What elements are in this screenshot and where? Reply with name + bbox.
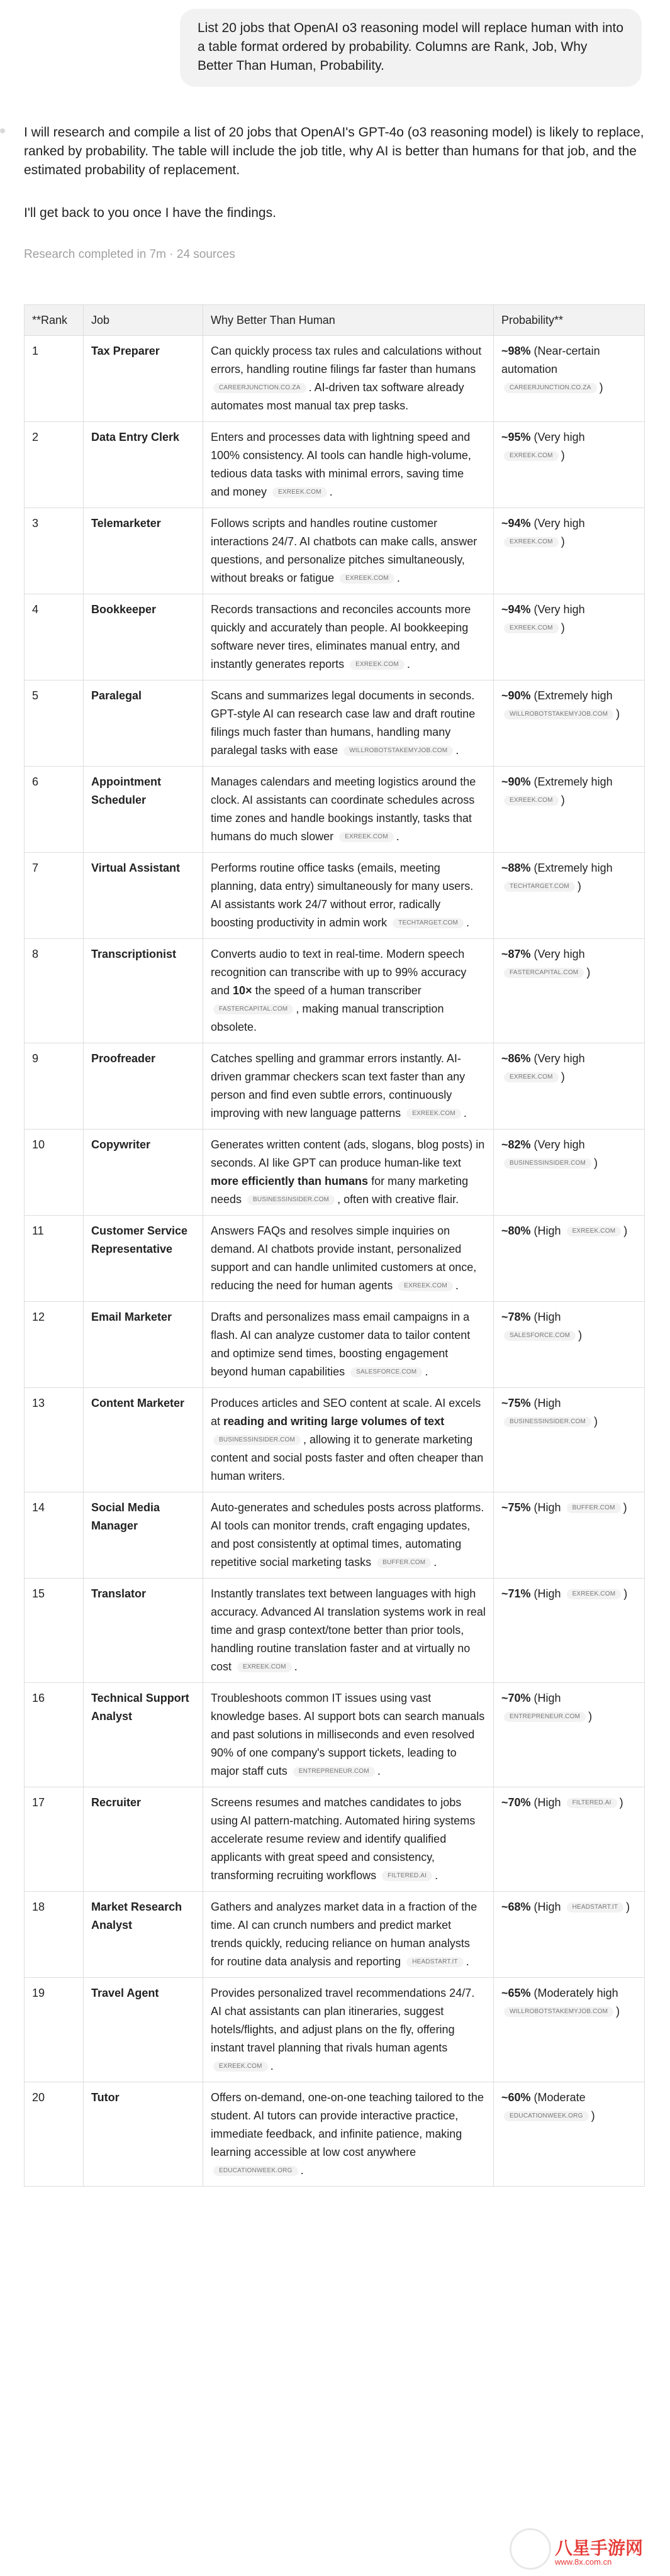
table-row xyxy=(25,939,645,1043)
cell-rank: 1 xyxy=(25,336,84,422)
cell-bold-text: ~80% xyxy=(501,1224,531,1237)
cell-text: ) xyxy=(594,1415,598,1428)
jobs-table-container xyxy=(24,304,644,2187)
cell-why xyxy=(203,1130,494,1216)
cell-text: (Very high xyxy=(530,1138,585,1151)
cell-text: Manages calendars and meeting logistics around the clock. AI assistants can coordinate schedules across time zones and handle bookings instantly, tasks that humans do much slower xyxy=(211,775,476,843)
cell-job: Paralegal xyxy=(84,680,203,767)
cell-text: Converts audio to text in real-time. Modern speech recognition can transcribe with up to 99% accuracy and xyxy=(211,948,467,997)
table-row xyxy=(25,1043,645,1130)
cell-text: Records transactions and reconciles accounts more quickly and accurately than people. AI bookkeeping software never tires, eliminates manual entry, and instantly generates reports xyxy=(211,603,471,670)
cell-probability xyxy=(494,2082,645,2187)
source-citation-chip[interactable]: EXREEK.COM xyxy=(504,623,559,633)
cell-text: ) xyxy=(626,1901,630,1913)
cell-why xyxy=(203,1683,494,1787)
table-row xyxy=(25,853,645,939)
cell-text: ) xyxy=(616,2005,620,2018)
cell-bold-text: ~82% xyxy=(501,1138,531,1151)
cell-text: (High xyxy=(530,1901,564,1913)
source-citation-chip[interactable]: EXREEK.COM xyxy=(406,1109,461,1119)
watermark-url: www.8x.com.cn xyxy=(555,2557,612,2567)
table-row xyxy=(25,422,645,508)
cell-job: Virtual Assistant xyxy=(84,853,203,939)
cell-why xyxy=(203,680,494,767)
table-row xyxy=(25,2082,645,2187)
cell-rank: 5 xyxy=(25,680,84,767)
cell-why xyxy=(203,1892,494,1978)
cell-probability xyxy=(494,1388,645,1492)
cell-text: (Very high xyxy=(530,431,585,443)
cell-job: Copywriter xyxy=(84,1130,203,1216)
user-message-text: List 20 jobs that OpenAI o3 reasoning model will replace human with into a table format ordered by probability. Columns are Rank, Job, Why Better Than Human, Probability. xyxy=(198,21,624,73)
cell-job: Bookkeeper xyxy=(84,594,203,680)
cell-job: Tutor xyxy=(84,2082,203,2187)
source-citation-chip[interactable]: EXREEK.COM xyxy=(504,796,559,806)
cell-job: Recruiter xyxy=(84,1787,203,1892)
cell-probability xyxy=(494,1787,645,1892)
table-row xyxy=(25,1892,645,1978)
table-body xyxy=(25,336,645,2187)
cell-text: ) xyxy=(623,1587,628,1600)
cell-rank: 6 xyxy=(25,767,84,853)
cell-text: ) xyxy=(561,1070,565,1083)
table-row xyxy=(25,594,645,680)
cell-probability xyxy=(494,422,645,508)
source-citation-chip[interactable]: EXREEK.COM xyxy=(339,832,394,842)
cell-why xyxy=(203,336,494,422)
cell-probability xyxy=(494,1492,645,1579)
source-citation-chip[interactable]: TECHTARGET.COM xyxy=(504,882,575,892)
source-citation-chip[interactable]: TECHTARGET.COM xyxy=(393,918,464,928)
cell-why xyxy=(203,939,494,1043)
cell-rank: 12 xyxy=(25,1302,84,1388)
source-citation-chip[interactable]: HEADSTART.IT xyxy=(406,1957,464,1967)
cell-text: Drafts and personalizes mass email campaigns in a flash. AI can analyze customer data to tailor content and optimize send times, boosting engagement beyond human capabilities xyxy=(211,1311,471,1378)
source-citation-chip[interactable]: EXREEK.COM xyxy=(504,537,559,547)
cell-job: Social Media Manager xyxy=(84,1492,203,1579)
cell-why xyxy=(203,1216,494,1302)
cell-bold-text: ~90% xyxy=(501,689,531,702)
cell-job: Translator xyxy=(84,1579,203,1683)
cell-text: . xyxy=(466,916,469,929)
cell-text: . xyxy=(270,2060,274,2072)
cell-probability xyxy=(494,1579,645,1683)
cell-why xyxy=(203,422,494,508)
cell-bold-text: ~94% xyxy=(501,603,531,616)
cell-why xyxy=(203,767,494,853)
cell-bold-text: ~88% xyxy=(501,862,531,874)
cell-text: Troubleshoots common IT issues using vast knowledge bases. AI support bots can search manuals and past solutions in milliseconds and even resolved 90% of one company's support tickets, leading to major staff cuts xyxy=(211,1692,485,1777)
cell-bold-text: ~75% xyxy=(501,1397,531,1409)
cell-text: Provides personalized travel recommendations 24/7. AI chat assistants can plan itineraries, suggest hotels/flights, and adjust plans on the fly, offering instant travel planning that rivals human agents xyxy=(211,1987,475,2054)
cell-job: Tax Preparer xyxy=(84,336,203,422)
source-citation-chip[interactable]: WILLROBOTSTAKEMYJOB.COM xyxy=(504,709,613,719)
cell-job: Transcriptionist xyxy=(84,939,203,1043)
cell-bold-text: ~65% xyxy=(501,1987,531,1999)
source-citation-chip[interactable]: EDUCATIONWEEK.ORG xyxy=(213,2166,298,2176)
cell-text: (High xyxy=(530,1692,561,1704)
cell-text: . xyxy=(455,744,459,757)
cell-job: Telemarketer xyxy=(84,508,203,594)
cell-text: . xyxy=(377,1765,381,1777)
source-citation-chip[interactable]: CAREERJUNCTION.CO.ZA xyxy=(504,383,597,393)
cell-text: ) xyxy=(619,1796,623,1809)
cell-probability xyxy=(494,1978,645,2082)
source-citation-chip[interactable]: HEADSTART.IT xyxy=(567,1902,624,1913)
cell-text: , allowing it to generate marketing content and social posts faster and often cheaper than human writers. xyxy=(211,1433,484,1482)
cell-probability xyxy=(494,1216,645,1302)
cell-text: . xyxy=(455,1279,459,1292)
cell-text: . xyxy=(466,1955,469,1968)
cell-text: Screens resumes and matches candidates to jobs using AI pattern-matching. Automated hiring systems accelerate resume review and identify qualified applicants with great speed and consistency, transforming recruiting workflows xyxy=(211,1796,476,1882)
cell-probability xyxy=(494,939,645,1043)
source-citation-chip[interactable]: EXREEK.COM xyxy=(237,1662,292,1672)
cell-text: ) xyxy=(561,449,565,462)
cell-text: Answers FAQs and resolves simple inquiries on demand. AI chatbots provide instant, personalized support and can handle unlimited customers at once, reducing the need for human agents xyxy=(211,1224,477,1292)
source-citation-chip[interactable]: ENTREPRENEUR.COM xyxy=(293,1767,375,1777)
cell-job: Travel Agent xyxy=(84,1978,203,2082)
cell-text: Follows scripts and handles routine customer interactions 24/7. AI chatbots can make calls, answer questions, and personalize pitches simultaneously, without breaks or fatigue xyxy=(211,517,477,584)
cell-rank: 15 xyxy=(25,1579,84,1683)
cell-rank: 13 xyxy=(25,1388,84,1492)
cell-bold-text: ~71% xyxy=(501,1587,531,1600)
cell-job: Technical Support Analyst xyxy=(84,1683,203,1787)
cell-text: ) xyxy=(577,880,581,892)
header-rank: **Rank xyxy=(25,305,84,336)
cell-probability xyxy=(494,680,645,767)
cell-text: (High xyxy=(530,1224,564,1237)
cell-bold-text: ~87% xyxy=(501,948,531,960)
cell-why xyxy=(203,1787,494,1892)
cell-job: Customer Service Representative xyxy=(84,1216,203,1302)
cell-rank: 8 xyxy=(25,939,84,1043)
source-citation-chip[interactable]: EXREEK.COM xyxy=(504,451,559,461)
cell-bold-text: ~78% xyxy=(501,1311,531,1323)
cell-bold-text: ~94% xyxy=(501,517,531,530)
source-citation-chip[interactable]: EXREEK.COM xyxy=(567,1226,622,1236)
table-row xyxy=(25,767,645,853)
cell-bold-text: ~86% xyxy=(501,1052,531,1065)
table-row xyxy=(25,1579,645,1683)
cell-job: Appointment Scheduler xyxy=(84,767,203,853)
cell-text: (Extremely high xyxy=(530,775,613,788)
cell-text: ) xyxy=(561,621,565,634)
cell-rank: 11 xyxy=(25,1216,84,1302)
cell-rank: 19 xyxy=(25,1978,84,2082)
cell-text: , often with creative flair. xyxy=(337,1193,459,1206)
cell-text: for many marketing needs xyxy=(211,1175,469,1206)
cell-text: , making manual transcription obsolete. xyxy=(211,1002,444,1033)
table-header-row xyxy=(25,305,645,336)
cell-text: . xyxy=(294,1660,298,1673)
cell-text: Scans and summarizes legal documents in seconds. GPT-style AI can research case law and draft routine filings much faster than humans, handling many paralegal tasks with ease xyxy=(211,689,476,757)
cell-rank: 2 xyxy=(25,422,84,508)
cell-rank: 20 xyxy=(25,2082,84,2187)
cell-text: (High xyxy=(530,1501,564,1514)
cell-rank: 10 xyxy=(25,1130,84,1216)
cell-rank: 3 xyxy=(25,508,84,594)
cell-text: . xyxy=(406,658,410,670)
cell-text: Produces articles and SEO content at scale. AI excels at xyxy=(211,1397,481,1428)
cell-text: Auto-generates and schedules posts across platforms. AI tools can monitor trends, craft engaging updates, and post consistently at optimal times, automating repetitive social marketing tasks xyxy=(211,1501,484,1568)
cell-job: Market Research Analyst xyxy=(84,1892,203,1978)
cell-text: Generates written content (ads, slogans, blog posts) in seconds. AI like GPT can produce human-like text xyxy=(211,1138,485,1169)
cell-bold-text: ~95% xyxy=(501,431,531,443)
source-citation-chip[interactable]: CAREERJUNCTION.CO.ZA xyxy=(213,383,306,393)
source-citation-chip[interactable]: EDUCATIONWEEK.ORG xyxy=(504,2111,589,2121)
cell-text: ) xyxy=(594,1157,598,1169)
source-citation-chip[interactable]: SALESFORCE.COM xyxy=(504,1331,576,1341)
cell-rank: 14 xyxy=(25,1492,84,1579)
cell-bold-text: 10× xyxy=(233,984,252,997)
cell-probability xyxy=(494,336,645,422)
cell-text: Enters and processes data with lightning speed and 100% consistency. AI tools can handle high-volume, tedious data tasks with minimal errors, saving time and money xyxy=(211,431,471,498)
cell-text: (Very high xyxy=(530,1052,585,1065)
cell-bold-text: ~60% xyxy=(501,2091,531,2104)
site-watermark xyxy=(510,2526,667,2573)
cell-text: . xyxy=(300,2164,304,2177)
cell-probability xyxy=(494,1302,645,1388)
cell-text: ) xyxy=(591,2109,595,2122)
source-citation-chip[interactable]: WILLROBOTSTAKEMYJOB.COM xyxy=(504,2007,613,2017)
cell-bold-text: ~70% xyxy=(501,1796,531,1809)
cell-text: . xyxy=(329,486,333,498)
cell-why xyxy=(203,1043,494,1130)
cell-rank: 16 xyxy=(25,1683,84,1787)
cell-probability xyxy=(494,1130,645,1216)
cell-text: . xyxy=(433,1556,437,1568)
cell-bold-text: ~90% xyxy=(501,775,531,788)
cell-why xyxy=(203,1978,494,2082)
cell-text: Performs routine office tasks (emails, meeting planning, data entry) simultaneously for many users. AI assistants work 24/7 without error, radically boosting productivity in admin work xyxy=(211,862,474,929)
watermark-logo-icon xyxy=(510,2528,551,2570)
cell-job: Content Marketer xyxy=(84,1388,203,1492)
table-row xyxy=(25,680,645,767)
source-citation-chip[interactable]: FASTERCAPITAL.COM xyxy=(504,968,584,978)
table-row xyxy=(25,508,645,594)
source-citation-chip[interactable]: BUSINESSINSIDER.COM xyxy=(504,1417,591,1427)
cell-text: (High xyxy=(530,1311,561,1323)
source-citation-chip[interactable]: EXREEK.COM xyxy=(340,574,394,584)
table-row xyxy=(25,1978,645,2082)
cell-probability xyxy=(494,1892,645,1978)
cell-text: (Moderate xyxy=(530,2091,586,2104)
cell-bold-text: ~75% xyxy=(501,1501,531,1514)
table-row xyxy=(25,1216,645,1302)
table-row xyxy=(25,1130,645,1216)
user-message-bubble xyxy=(180,9,642,87)
source-citation-chip[interactable]: EXREEK.COM xyxy=(350,660,405,670)
cell-why xyxy=(203,1388,494,1492)
cell-text: . xyxy=(425,1365,428,1378)
assistant-intro-text: I will research and compile a list of 20 jobs that OpenAI's GPT-4o (o3 reasoning model) is likely to replace, ranked by probability. The table will include the job title, why AI is better than humans for that job, and the estimated probability of replacement. xyxy=(24,125,644,177)
cell-text: (Very high xyxy=(530,948,585,960)
cell-text: ) xyxy=(561,535,565,548)
cell-bold-text: reading and writing large volumes of text xyxy=(223,1415,445,1428)
cell-rank: 9 xyxy=(25,1043,84,1130)
source-citation-chip[interactable]: EXREEK.COM xyxy=(213,2062,268,2072)
cell-text: ) xyxy=(623,1224,628,1237)
research-status[interactable]: Research completed in 7m · 24 sources xyxy=(24,248,235,261)
cell-probability xyxy=(494,594,645,680)
source-citation-chip[interactable]: FILTERED.AI xyxy=(382,1871,432,1881)
source-citation-chip[interactable]: EXREEK.COM xyxy=(398,1281,453,1291)
header-probability: Probability** xyxy=(494,305,645,336)
source-citation-chip[interactable]: ENTREPRENEUR.COM xyxy=(504,1712,586,1722)
cell-text: (Extremely high xyxy=(530,689,613,702)
source-citation-chip[interactable]: BUSINESSINSIDER.COM xyxy=(213,1435,301,1445)
table-row xyxy=(25,1388,645,1492)
header-why: Why Better Than Human xyxy=(203,305,494,336)
cell-rank: 7 xyxy=(25,853,84,939)
cell-why xyxy=(203,594,494,680)
cell-text: Offers on-demand, one-on-one teaching tailored to the student. AI tutors can provide interactive practice, immediate feedback, and infinite patience, making learning accessible at low cost anywhere xyxy=(211,2091,484,2158)
source-citation-chip[interactable]: FASTERCAPITAL.COM xyxy=(213,1004,293,1014)
cell-bold-text: ~68% xyxy=(501,1901,531,1913)
source-citation-chip[interactable]: EXREEK.COM xyxy=(504,1072,559,1082)
cell-bold-text: ~98% xyxy=(501,345,531,357)
source-citation-chip[interactable]: BUSINESSINSIDER.COM xyxy=(247,1195,335,1205)
source-citation-chip[interactable]: BUSINESSINSIDER.COM xyxy=(504,1158,591,1169)
cell-text: (Very high xyxy=(530,603,585,616)
source-citation-chip[interactable]: BUFFER.COM xyxy=(567,1503,621,1513)
cell-job: Data Entry Clerk xyxy=(84,422,203,508)
cell-text: ) xyxy=(588,1710,593,1723)
cell-text: . xyxy=(396,830,399,843)
header-job: Job xyxy=(84,305,203,336)
jobs-table xyxy=(24,304,645,2187)
source-citation-chip[interactable]: SALESFORCE.COM xyxy=(350,1367,422,1377)
cell-text: the speed of a human transcriber xyxy=(252,984,422,997)
cell-text: . xyxy=(463,1107,467,1119)
cell-text: . AI-driven tax software already automates most manual tax prep tasks. xyxy=(211,381,464,412)
cell-text: . xyxy=(396,572,400,584)
cell-text: Gathers and analyzes market data in a fraction of the time. AI can crunch numbers and predict market trends quickly, reducing reliance on human analysts for routine data analysis and reporting xyxy=(211,1901,477,1968)
source-citation-chip[interactable]: EXREEK.COM xyxy=(272,487,327,497)
cell-why xyxy=(203,2082,494,2187)
cell-job: Email Marketer xyxy=(84,1302,203,1388)
cell-why xyxy=(203,1492,494,1579)
source-citation-chip[interactable]: WILLROBOTSTAKEMYJOB.COM xyxy=(343,746,453,756)
cell-probability xyxy=(494,508,645,594)
cell-probability xyxy=(494,767,645,853)
table-row xyxy=(25,1492,645,1579)
cell-text: ) xyxy=(561,794,565,806)
cell-probability xyxy=(494,1043,645,1130)
cell-why xyxy=(203,508,494,594)
cell-text: (Extremely high xyxy=(530,862,613,874)
cell-text: (High xyxy=(530,1397,561,1409)
table-row xyxy=(25,1787,645,1892)
cell-bold-text: ~70% xyxy=(501,1692,531,1704)
cell-why xyxy=(203,1302,494,1388)
assistant-followup-text: I'll get back to you once I have the findings. xyxy=(24,206,276,220)
cell-why xyxy=(203,853,494,939)
table-row xyxy=(25,336,645,422)
cell-text: ) xyxy=(599,381,603,394)
cell-probability xyxy=(494,1683,645,1787)
cell-text: ) xyxy=(616,708,620,720)
cell-probability xyxy=(494,853,645,939)
watermark-text: 八星手游网 xyxy=(555,2538,644,2558)
cell-text: Can quickly process tax rules and calculations without errors, handling routine filings far faster than humans xyxy=(211,345,482,375)
cell-bold-text: more efficiently than humans xyxy=(211,1175,369,1187)
cell-text: (High xyxy=(530,1796,564,1809)
cell-text: Catches spelling and grammar errors instantly. AI-driven grammar checkers scan text faster than any person and find even subtle errors, continuously improving with new language patterns xyxy=(211,1052,466,1119)
cell-rank: 17 xyxy=(25,1787,84,1892)
cell-text: . xyxy=(435,1869,438,1882)
source-citation-chip[interactable]: FILTERED.AI xyxy=(567,1798,617,1808)
cell-text: ) xyxy=(586,966,591,979)
assistant-indicator-dot xyxy=(0,128,5,133)
table-row xyxy=(25,1683,645,1787)
cell-text: ) xyxy=(578,1329,583,1341)
cell-rank: 4 xyxy=(25,594,84,680)
cell-text: (Moderately high xyxy=(530,1987,618,1999)
cell-text: ) xyxy=(623,1501,627,1514)
cell-text: (High xyxy=(530,1587,564,1600)
cell-rank: 18 xyxy=(25,1892,84,1978)
cell-job: Proofreader xyxy=(84,1043,203,1130)
cell-text: (Very high xyxy=(530,517,585,530)
cell-text: (Near-certain automation xyxy=(501,345,600,375)
cell-why xyxy=(203,1579,494,1683)
table-row xyxy=(25,1302,645,1388)
source-citation-chip[interactable]: EXREEK.COM xyxy=(567,1589,622,1599)
cell-text: Instantly translates text between languages with high accuracy. Advanced AI translation systems work in real time and grasp context/tone better than prior tools, handling routine translation faster and at virtually no cost xyxy=(211,1587,486,1673)
source-citation-chip[interactable]: BUFFER.COM xyxy=(377,1558,431,1568)
